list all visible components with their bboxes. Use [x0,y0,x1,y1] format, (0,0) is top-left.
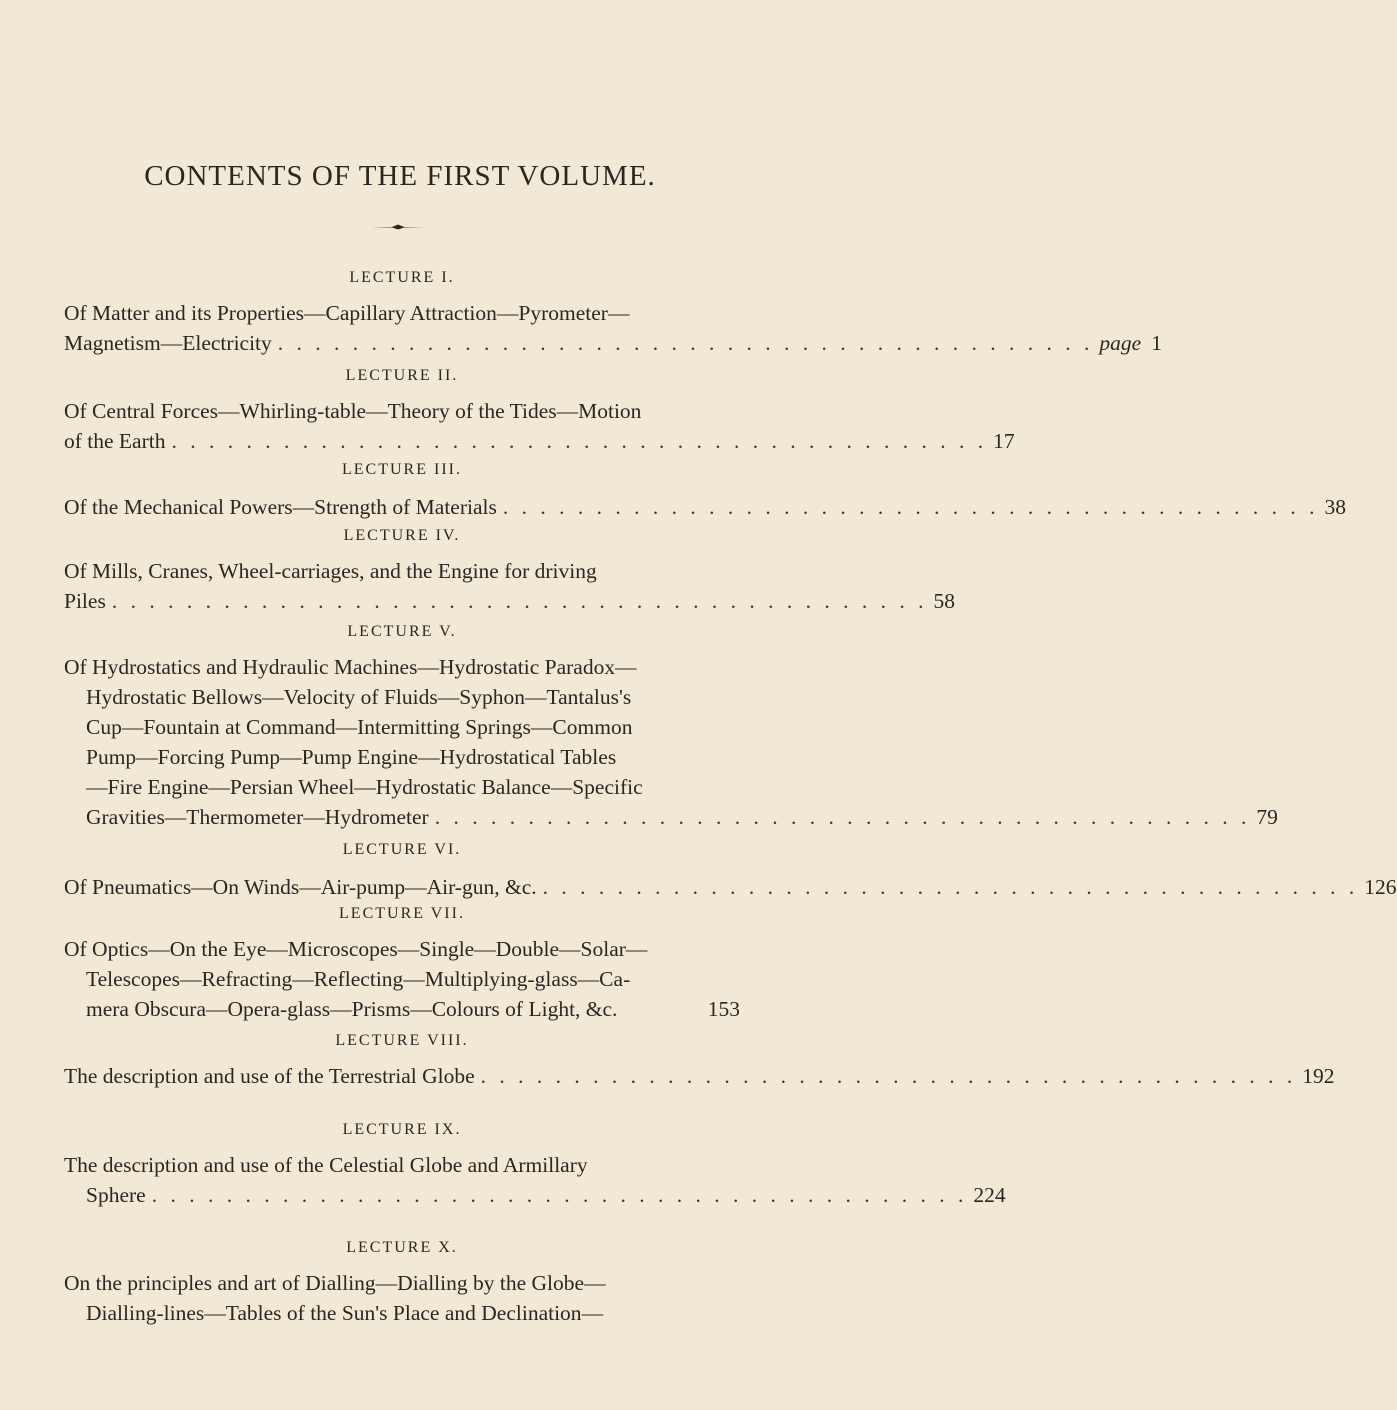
entry-line: The description and use of the Celestial Globe and Armillary [64,1153,588,1177]
dot-leader: . . . . . . . . . . . . . . . . . . . . . . . . . . . . . . . . . . . . . . . . . . . . [151,1183,968,1207]
page-title: CONTENTS OF THE FIRST VOLUME. [144,160,656,192]
entry-line: The description and use of the Terrestrial Globe [64,1064,475,1088]
page-number: 38 [1324,495,1346,519]
lecture-entry [64,622,1278,832]
page-number: 224 [973,1183,1006,1207]
entry-line: of the Earth [64,429,166,453]
page-number: page 1 [1099,331,1162,355]
entry-line: Of Hydrostatics and Hydraulic Machines—Hydrostatic Paradox— [64,655,637,679]
entry-line: Cup—Fountain at Command—Intermitting Springs—Common [86,715,633,739]
dot-leader: . . . . . . . . . . . . . . . . . . . . . . . . . . . . . . . . . . . . . . . . . . . . [542,875,1359,899]
lecture-heading: LECTURE V. [347,623,457,640]
dot-leader: . . . . . . . . . . . . . . . . . . . . . . . . . . . . . . . . . . . . . . . . . . . . [434,805,1251,829]
dot-leader: . . . . . . . . . . . . . . . . . . . . . . . . . . . . . . . . . . . . . . . . . . . . [277,331,1094,355]
lecture-entry [64,1238,740,1328]
entry-line: Pump—Forcing Pump—Pump Engine—Hydrostatical Tables [86,745,617,769]
entry-line: Magnetism—Electricity [64,331,272,355]
entry-line: Of the Mechanical Powers—Strength of Materials [64,495,497,519]
ornament-divider [372,224,424,230]
lecture-entry [64,268,1162,358]
lecture-heading: LECTURE III. [342,461,462,478]
entry-line: Piles [64,589,106,613]
dot-leader: . . . . . . . . . . . . . . . . . . . . . . . . . . . . . . . . . . . . . . . . . . . . [502,495,1319,519]
entry-line: Hydrostatic Bellows—Velocity of Fluids—Syphon—Tantalus's [86,685,632,709]
lecture-heading: LECTURE I. [349,269,455,286]
entry-line: —Fire Engine—Persian Wheel—Hydrostatic Balance—Specific [86,775,643,799]
lecture-heading: LECTURE X. [346,1239,458,1256]
lecture-entry [64,904,740,1024]
dot-leader: . . . . . . . . . . . . . . . . . . . . . . . . . . . . . . . . . . . . . . . . . . . . [480,1064,1297,1088]
entry-line: Sphere [86,1183,146,1207]
lecture-heading: LECTURE IX. [342,1121,462,1138]
page-number: 79 [1256,805,1278,829]
lecture-heading: LECTURE VIII. [335,1032,469,1049]
entry-line: Telescopes—Refracting—Reflecting—Multiplying-glass—Ca- [86,967,631,991]
lecture-heading: LECTURE VII. [339,905,465,922]
page-number: 192 [1302,1064,1335,1088]
lecture-entry [64,1120,1006,1210]
page-number: 17 [993,429,1015,453]
page-number: 58 [933,589,955,613]
page-word: page [1099,331,1142,355]
lecture-heading: LECTURE VI. [342,841,462,858]
entry-line: Of Mills, Cranes, Wheel-carriages, and the Engine for driving [64,559,597,583]
entry-line: Of Matter and its Properties—Capillary Attraction—Pyrometer— [64,301,630,325]
lecture-entry [64,1031,1335,1091]
dot-leader: . . . . . . . . . . . . . . . . . . . . . . . . . . . . . . . . . . . . . . . . . . . . [171,429,988,453]
dot-leader: . . . . . . . . . . . . . . . . . . . . . . . . . . . . . . . . . . . . . . . . . . . . [111,589,928,613]
entry-line: Dialling-lines—Tables of the Sun's Place and Declination— [86,1301,604,1325]
lecture-entry [64,526,955,616]
entry-line: Gravities—Thermometer—Hydrometer [86,805,429,829]
lecture-entry [64,840,1397,902]
lecture-entry [64,460,1346,522]
page-number: 153 [707,997,740,1021]
page-number: 126 [1364,875,1397,899]
entry-line: On the principles and art of Dialling—Dialling by the Globe— [64,1271,606,1295]
entry-line: mera Obscura—Opera-glass—Prisms—Colours of Light, &c. [86,997,618,1021]
lecture-heading: LECTURE II. [345,367,459,384]
lecture-heading: LECTURE IV. [343,527,461,544]
entry-line: Of Central Forces—Whirling-table—Theory of the Tides—Motion [64,399,642,423]
lecture-entry [64,366,1015,456]
entry-line: Of Pneumatics—On Winds—Air-pump—Air-gun, &c. [64,875,537,899]
entry-line: Of Optics—On the Eye—Microscopes—Single—Double—Solar— [64,937,648,961]
